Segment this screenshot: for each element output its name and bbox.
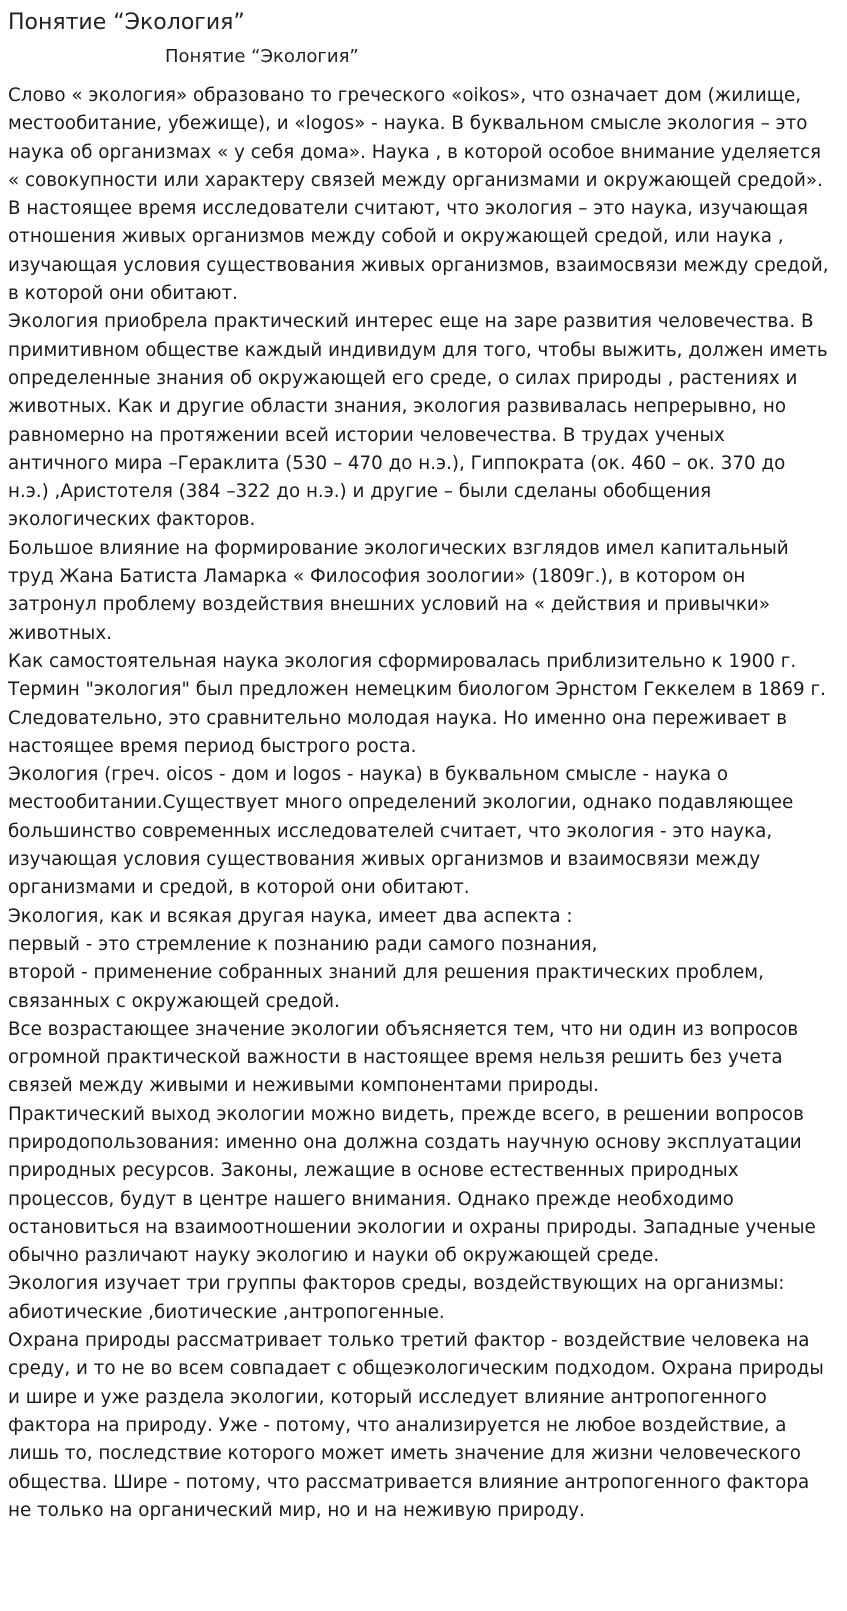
paragraph: Практический выход экологии можно видеть, прежде всего, в решении вопросов природопользования: именно она должна создать научную основу эксплуатации природных ресурсов. Законы, лежащие в основе естественных природных процессов, будут в центре нашего внимания. Однако прежде необходимо остановиться на взаимоотношении экологии и охраны природы. Западные ученые обычно различают науку экологию и науки об окружающей среде. xyxy=(8,1103,816,1267)
paragraph: Как самостоятельная наука экология сформировалась приблизительно к 1900 г. Термин "экология" был предложен немецким биологом Эрнстом Геккелем в 1869 г. Следовательно, это сравнительно молодая наука. Но именно она переживает в настоящее время период быстрого роста. xyxy=(8,650,826,757)
paragraph: Экология, как и всякая другая наука, имеет два аспекта : xyxy=(8,905,573,927)
paragraph: Все возрастающее значение экологии объясняется тем, что ни один из вопросов огромной практической важности в настоящее время нельзя решить без учета связей между живыми и неживыми компонентами природы. xyxy=(8,1018,799,1097)
paragraph: второй - применение собранных знаний для решения практических проблем, связанных с окружающей средой. xyxy=(8,962,764,1012)
paragraph: Охрана природы рассматривает только третий фактор - воздействие человека на среду, и то не во всем совпадает с общеэкологическим подходом. Охрана природы и шире и уже раздела экологии, который исследует влияние антропогенного фактора на природу. Уже - потому, что анализируется не любое воздействие, а лишь то, последствие которого может иметь значение для жизни человеческого общества. Шире - потому, что рассматривается влияние антропогенного фактора не только на органический мир, но и на неживую природу. xyxy=(8,1330,824,1521)
paragraph: Большое влияние на формирование экологических взглядов имел капитальный труд Жана Батиста Ламарка « Философия зоологии» (1809г.), в котором он затронул проблему воздействия внешних условий на « действия и привычки» животных. xyxy=(8,537,789,644)
document-body xyxy=(8,82,839,1525)
paragraph: первый - это стремление к познанию ради самого познания, xyxy=(8,933,598,955)
paragraph: Экология изучает три группы факторов среды, воздействующих на организмы: абиотические ,биотические ,антропогенные. xyxy=(8,1273,785,1323)
page-title: Понятие “Экология” xyxy=(8,10,245,35)
paragraph: Слово « экология» образовано то греческого «oikos», что означает дом (жилище, местообитание, убежище), и «logos» - наука. В буквальном смысле экология – это наука об организмах « у себя дома». Наука , в которой особое внимание уделяется « совокупности или характеру связей между организмами и окружающей средой». В настоящее время исследователи считают, что экология – это наука, изучающая отношения живых организмов между собой и окружающей средой, или наука , изучающая условия существования живых организмов, взаимосвязи между средой, в которой они обитают. xyxy=(8,85,829,305)
paragraph: Экология приобрела практический интерес еще на заре развития человечества. В примитивном обществе каждый индивидум для того, чтобы выжить, должен иметь определенные знания об окружающей его среде, о силах природы , растениях и животных. Как и другие области знания, экология развивалась непрерывно, но равномерно на протяжении всей истории человечества. В трудах ученых античного мира –Гераклита (530 – 470 до н.э.), Гиппократа (ок. 460 – ок. 370 до н.э.) ,Аристотеля (384 –322 до н.э.) и другие – были сделаны обобщения экологических факторов. xyxy=(8,311,828,531)
document-subtitle: Понятие “Экология” xyxy=(165,46,359,67)
paragraph: Экология (греч. oicos - дом и logos - наука) в буквальном смысле - наука о местообитании.Существует много определений экологии, однако подавляющее большинство современных исследователей считает, что экология - это наука, изучающая условия существования живых организмов и взаимосвязи между организмами и средой, в которой они обитают. xyxy=(8,764,794,899)
